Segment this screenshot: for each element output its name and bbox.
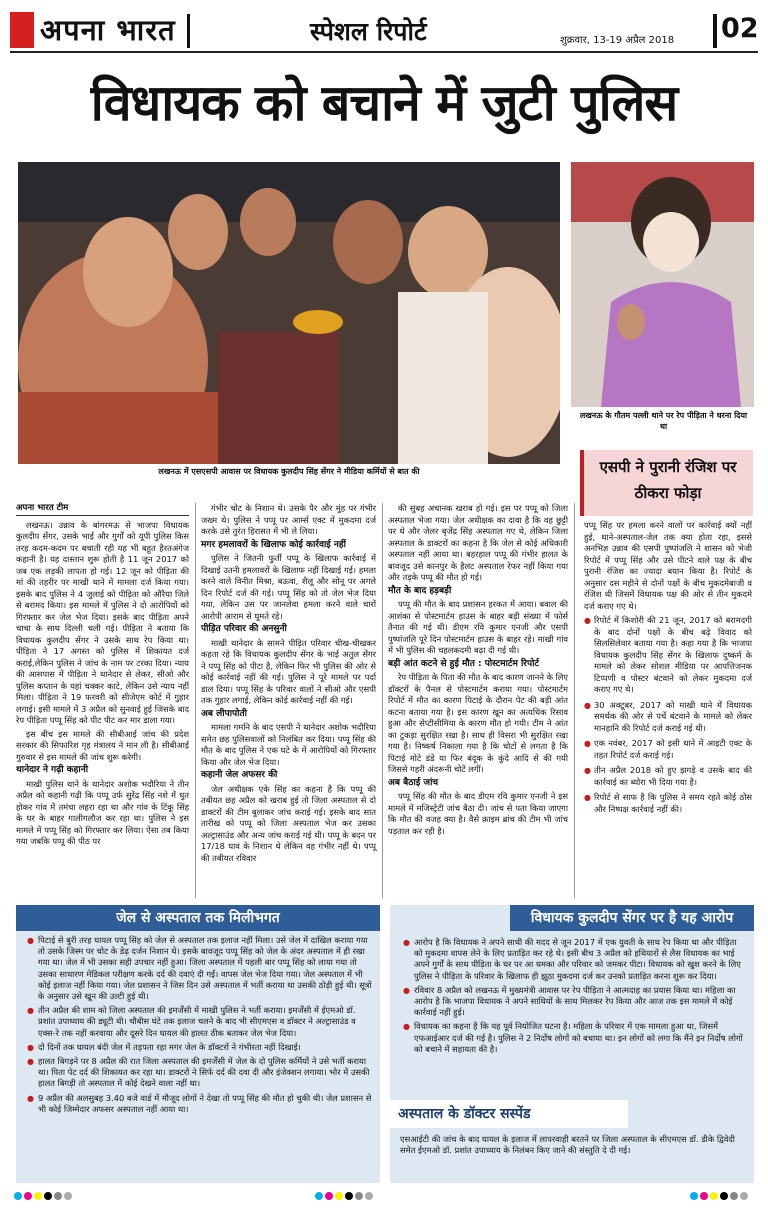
side-intro: पप्पू सिंह पर हमला करने वालों पर कार्रवाई क्यों नहीं हुई, थाने-अस्पताल-जेल तक क्या होता रहा, इससे अनभिज्ञ उन्नाव की एसपी पुष्पांजलि ने शासन को भेजी रिपोर्ट में पप्पू सिंह और उसे पीटने वाले पक्ष के बीच पुरानी रंजिश का ज्यादा बयान किया है। रिपोर्ट के अनुसार दस महीने से दोनों पक्षों के बीच मुकदमेबाजी व रंजिश थी जिसमें विधायक पक्ष की ओर से तीन मुकदमे दर्ज कराए गए थे।	[584, 520, 752, 611]
column-divider	[574, 503, 575, 898]
side-photo-caption: लखनऊ के गौतम पल्ली थाने पर रेप पीड़िता ने धरना दिया था	[579, 411, 748, 431]
side-list-item: ● रिपोर्ट से साफ है कि पुलिस ने समय रहते कोई ठोस और निष्पक्ष कार्रवाई नहीं की।	[594, 792, 752, 815]
list-item: ● दो दिनों तक घायल बंदी जेल में तड़पता रहा मगर जेल के डॉक्टरों ने गंभीरता नहीं दिखाई।	[38, 1042, 372, 1053]
side-heading: एसपी ने पुरानी रंजिश पर ठीकरा फोड़ा	[599, 458, 737, 502]
side-panel-text	[584, 520, 752, 819]
paragraph: गंभीर चोट के निशान थे। उसके पैर और मुंह पर गंभीर जख्म थे। पुलिस ने पप्पू पर आर्म्स एक्ट में मुकदमा दर्ज करके उसे तुरंत हिरासत में भी ले लिया।	[201, 503, 376, 536]
doctor-suspend-heading: अस्पताल के डॉक्टर सस्पेंड	[390, 1100, 628, 1128]
header-rule	[10, 51, 758, 53]
article-column-3	[388, 503, 568, 839]
brand-name: अपना भारत	[40, 13, 176, 47]
registration-marks-center	[315, 1192, 373, 1200]
list-item: ● तीन अप्रैल की शाम को जिला अस्पताल की इमर्जेंसी में माखी पुलिस ने भर्ती कराया। इमर्जेंसी में ईएमओ डॉ. प्रशांत उपाध्याय की ड्यूटी थी। चौबीस घंटे तक इलाज चलने के बाद भी सीएमएस व डॉक्टर ने अल्ट्रासाउंड व एक्स-रे तक नहीं करवाया और दूसरे दिन घायल की हालत ठीक बताकर जेल भेज दिया।	[38, 1005, 372, 1039]
registration-marks-left	[14, 1192, 72, 1200]
subheading: थानेदार ने गढ़ी कहानी	[16, 765, 89, 775]
subheading: मौत के बाद हड़बड़ी	[388, 585, 452, 596]
subheading: कहानी जेल अफसर की	[201, 770, 278, 780]
side-photo	[571, 162, 754, 407]
side-list-item: ● तीन अप्रैल 2018 को हुए झगड़े व उसके बाद की कार्रवाई का ब्योरा भी दिया गया है।	[594, 765, 752, 788]
mla-box-heading: विधायक कुलदीप सेंगर पर है यह आरोप	[510, 905, 754, 931]
list-item: ● पिटाई से बुरी तरह घायल पप्पू सिंह को जेल से अस्पताल तक इलाज नहीं मिला। उसे जेल में दाखिल कराया गया तो उसके जिस्म पर चोट के डेढ़ दर्जन निशान थे। इसके बावजूद पप्पू सिंह को जेल के अंदर अस्पताल में ही रखा गया था। जेल में भी उसका सही उपचार नहीं हुआ। जिला अस्पताल में पहली बार पप्पू सिंह को लाया गया तो उसका साधारण मेडिकल परीक्षण करके दर्द की दवाएं दी गईं। वापस जेल भेज दिया गया। जेल अस्पताल में भी कोई इलाज नहीं किया गया। जेल प्रशासन ने जिस दिन उसे अस्पताल में भर्ती कराया था उसकी ठोड़ी हुई थी। सूत्रों के अनुसार उसे खून की उल्टी हुई थी।	[38, 935, 372, 1002]
paragraph: पुलिस ने जितनी फुर्ती पप्पू के खिलाफ कार्रवाई में दिखाई उतनी हमलावरों के खिलाफ नहीं दिखाई गई। हमला करने वाले विनीत मिश्रा, बऊवा, शैलू और सोनू पर अगले दिन रिपोर्ट दर्ज की गई। पप्पू सिंह को तो जेल भेज दिया गया, लेकिन उस पर जानलेवा हमला करने वाले चारों आरोपी आराम से घूमते रहे।	[201, 553, 376, 621]
subheading: अब बैठाई जांच	[388, 777, 439, 788]
page-number-bar	[713, 14, 717, 48]
paragraph: माखी थानेदार के सामने पीड़ित परिवार चीख-चीखकर कहता रहे कि विधायक कुलदीप सेंगर के भाई अतुल सेंगर ने पप्पू सिंह को पीटा है, लेकिन फिर भी पुलिस की ओर से कोई कार्रवाई नहीं की गई। पुलिस ने पूरे मामले पर पर्दा डाल दिया। पप्पू सिंह के परिवार वालों ने सीओ और एसपी तक गुहार लगाई, लेकिन कोई कार्रवाई नहीं की गई।	[201, 637, 376, 705]
subheading: अब लीपापोती	[201, 708, 247, 719]
mla-box-list	[402, 937, 746, 1058]
side-list-item: ● रिपोर्ट में किशोरी की 21 जून, 2017 को बरामदगी के बाद दोनों पक्षों के बीच बढ़े विवाद को सिलसिलेवार बताया गया है। कहा गया है कि भाजपा विधायक कुलदीप सिंह सेंगर के खिलाफ दुष्कर्म के मामले को लेकर सोशल मीडिया पर आपत्तिजनक टिप्पणी व पोस्टर बंटवाने को लेकर मुकदमा दर्ज कराए गए थे।	[594, 615, 752, 696]
article-column-2	[201, 503, 376, 866]
list-item: ● 9 अप्रैल की अलसुबह 3.40 बजे वार्ड में मौजूद लोगों ने देखा तो पप्पू सिंह की मौत हो चुकी थी। जेल प्रशासन से भी कोई जिम्मेदार अफसर अस्पताल नहीं आया था।	[38, 1093, 372, 1115]
jail-box-list	[26, 935, 372, 1118]
crowd-photo-illustration	[18, 162, 560, 464]
list-item: ● हालत बिगड़ने पर 8 अप्रैल की रात जिला अस्पताल की इमर्जेंसी में जेल के दो पुलिस कर्मियों ने उसे भर्ती कराया था। पिता पेट दर्द की शिकायत कर रहा था। डाक्टरों ने सिर्फ दर्द की दवा दी और इंजेक्शन लगाया। भोर में उसकी हालत बिगड़ी तो अस्पताल में कोई देखने वाला नहीं था।	[38, 1056, 372, 1090]
subheading: मगर हमलावरों के खिलाफ कोई कार्रवाई नहीं	[201, 539, 346, 550]
paragraph: जेल अधीक्षक एके सिंह का कहना है कि पप्पू की तबीयत छह अप्रैल को खराब हुई तो जिला अस्पताल से दो डाक्टरों की टीम बुलाकर जांच कराई गई। इसके बाद सात तारीख को पप्पू को जिला अस्पताल भेज कर उसका अल्ट्रासाउंड और अन्य जांच कराई गई थी। पप्पू के बदन पर 17/18 घाव के निशान थे लेकिन वह गंभीर नहीं थे। पप्पू की तबीयत रविवार	[201, 783, 376, 863]
side-list-item: ● एक नवंबर, 2017 को इसी थाने में आइटी एक्ट के तहत रिपोर्ट दर्ज कराई गई।	[594, 738, 752, 761]
list-item: ● विधायक का कहना है कि यह पूर्व नियोजित घटना है। महिला के परिवार में एक मामला हुआ था, जिसमें एफआईआर दर्ज की गई है। पुलिस ने 2 निर्दोष लोगों को बचाया था। इन लोगों को लगा कि मैंने इन निर्दोष लोगों को बचाने में सहायता की है।	[414, 1021, 746, 1055]
column-divider	[195, 503, 196, 898]
paragraph: मामला गमनि के बाद एसपी ने थानेदार अशोक भदौरिया समेत छह पुलिसवालों को निलंबित कर दिया। पप्पू सिंह की मौत के बाद पुलिस ने एक घटे के में आरोपियों को गिरफ्तार किया और जेल भेज दिया।	[201, 722, 376, 767]
subheading: पीड़ित परिवार की अनसुनी	[201, 624, 287, 634]
header-divider	[187, 14, 190, 48]
page-headline: विधायक को बचाने में जुटी पुलिस	[90, 74, 678, 132]
page-number: 02	[721, 13, 759, 44]
list-item: ● रविवार 8 अप्रैल को लखनऊ में मुख्यमंत्री आवास पर रेप पीड़िता ने आत्मदाह का प्रयास किया था। महिला का आरोप है कि भाजपा विधायक ने अपने साथियों के साथ मिलकर रेप किया और आज तक इस मामले में कोई कार्रवाई नहीं हुई।	[414, 985, 746, 1019]
article-column-1	[16, 503, 189, 850]
side-list	[584, 615, 752, 815]
byline: अपना भारत टीम	[16, 503, 189, 516]
paragraph: पप्पू सिंह की मौत के बाद डीएम रवि कुमार एनजी ने इस मामले में मजिस्ट्रेटी जांच बैठा दी। जांच से पता किया जाएगा कि मौत की वजह क्या है। वैसे क्राइम ब्रांच की टीम भी जांच पड़ताल कर रही है।	[388, 791, 568, 836]
veiled-woman-photo-illustration	[571, 162, 754, 407]
paragraph: लखनऊ। उन्नाव के बांगरमऊ से भाजपा विधायक कुलदीप सेंगर, उसके भाई और गुर्गों को यूपी पुलिस किस तरह कदम-कदम पर बचाती रही यह भी बहुत हैरतअंगेज कहानी है। यह दास्तान शुरू होती है 11 जून 2017 को जब एक लड़की लापता हो गई। 12 जून को पीड़िता की मां की तहरीर पर माखी थाने में मामला दर्ज किया गया। इसके बाद पुलिस ने 4 जुलाई को पीड़िता को औरैया जिले से बरामद किया। इस मामले में पुलिस ने दो आरोपियों को गिरफ्तार कर जेल भेज दिया। इसके बाद पीड़िता अपने चाचा के साथ दिल्ली चली गई। पीड़िता ने बताया कि विधायक कुलदीप सेंगर ने उसके साथ रेप किया था। पीड़िता ने 17 अगस्त को पुलिस में शिकायत दर्ज कराई,लेकिन पुलिस ने जांच के नाम पर टरका दिया। न्याय की आसपास में पीड़िता ने थानेदार से लेकर, सीओ और पुलिस कप्तान के यहां चक्कर काटे, लेकिन उसे न्याय नहीं मिला। पीड़िता ने 19 फरवरी को सीजेएम कोर्ट में गुहार लगाई। इसी मामले में 3 अप्रैल को सुनवाई हुई जिसके बाद रेप पीड़िता पप्पू सिंह को पीट पीट कर मार डाला गया।	[16, 519, 189, 725]
side-list-item: ● 30 अक्टूबर, 2017 को माखी थाने में विधायक समर्थक की ओर से पर्चे बंटवाने के मामले को लेकर मानहानि की रिपोर्ट दर्ज कराई गई थी।	[594, 700, 752, 735]
side-heading-bar	[580, 450, 584, 516]
paragraph: पप्पू की मौत के बाद प्रशासन हरकत में आया। बवाल की आशंका से पोस्टमार्टम हाउस के बाहर बड़ी संख्या में फोर्स तैनात की गई थी। डीएम रवि कुमार एनजी और एसपी पुष्पांजलि पूरे दिन पोस्टमार्टम हाउस के बाहर रहे। माखी गांव में भी पुलिस की चहलकदमी बढ़ा दी गई थी।	[388, 599, 568, 655]
jail-box-heading: जेल से अस्पताल तक मिलीभगत	[16, 905, 380, 931]
subheading: बड़ी आंत कटने से हुई मौत : पोस्टमार्टम रिपोर्ट	[388, 658, 539, 669]
main-photo	[18, 162, 560, 464]
brand-red-block	[10, 12, 34, 48]
main-photo-caption: लखनऊ में एसएसपी आवास पर विधायक कुलदीप सिंह सेंगर ने मीडिया कर्मियों से बात की	[158, 467, 420, 476]
paragraph: माखी पुलिस थाने के थानेदार अशोक भदौरिया ने तीन अप्रैल को कहानी गढ़ी कि पप्पू उर्फ सुरेंद्र सिंह नशे में धुत होकर गांव में तमंचा लहरा रहा था और गांव के टिंकू सिंह के घर के बाहर गालीगलौज कर रहा था। पुलिस ने इस मामले में पप्पू सिंह को गिरफ्तार कर लिया। ऐसा तब किया गया जबकि पप्पू की पीठ पर	[16, 778, 189, 846]
section-title: स्पेशल रिपोर्ट	[310, 17, 427, 46]
doctor-suspend-text: एसआईटी की जांच के बाद घायल के इलाज में लापरवाही बरतने पर जिला अस्पताल के सीएमएस डॉ. डीके द्विवेदी समेत ईएमओ डॉ. प्रशांत उपाध्याय के निलंबन किए जाने की संस्तुति दे दी गई।	[400, 1134, 735, 1156]
paragraph: की सुबह अचानक खराब हो गई। इस पर पप्पू को जिला अस्पताल भेजा गया। जेल अधीक्षक का दावा है कि वह छुट्टी पर थे और जेलर बृजेंद्र सिंह अस्पताल गए थे, लेकिन जिला अस्पताल के डाक्टरों का कहना है कि जेल से कोई अधिकारी अस्पताल नहीं आया था। बहरहाल पप्पू की गंभीर हालत के बावजूद उसे कानपुर के हैलट अस्पताल रेफर नहीं किया गया और तड़के पप्पू की मौत हो गई।	[388, 503, 568, 582]
paragraph: रेप पीड़िता के पिता की मौत के बाद कारण जानने के लिए डॉक्टरों के पैनल से पोस्टमार्टम कराया गया। पोस्टमार्टम रिपोर्ट में मौत का कारण पिटाई के दौरान पेट की बड़ी आंत कटना बताया गया है। इस कारण खून का अत्यधिक रिसाव हुआ और सेप्टीसीमिया के कारण मौत हो गयी। टीम ने आंत का टुकड़ा सुरक्षित रखा है। साथ ही विसरा भी सुरक्षित रखा गया है। निष्कर्ष निकाला गया है कि चोटों से लगता है कि पिटाई मोटे डंडे या फिर बंदूक के कुंदे आदि से की गयी जिससे गहरी अंदरूनी चोटें लगीं।	[388, 672, 568, 774]
list-item: ● आरोप है कि विधायक ने अपने साथी की मदद से जून 2017 में एक युवती के साथ रेप किया था और पीड़िता को मुकदमा वापस लेने के लिए प्रताड़ित कर रहे थे। इसी बीच 3 अप्रैल को हथियारों से लैस विधायक का भाई अपने गुर्गों के साथ पीड़िता के घर पर आ धमका और परिवार को जमकर पीटा। विधायक को खुश करने के लिए पुलिस ने पीड़िता के परिवार के खिलाफ ही झूठा मुकदमा दर्ज कर उनको प्रताड़ित करना शुरू कर दिया।	[414, 937, 746, 982]
paragraph: इस बीच इस मामले की सीबीआई जांच की प्रदेश सरकार की सिफारिश गृह मंत्रालय ने मान ली है। सीबीआई गुरुवार से इस मामले की जांच शुरू करेगी।	[16, 728, 189, 762]
issue-date: शुक्रवार, 13-19 अप्रैल 2018	[560, 35, 675, 46]
registration-marks-right	[690, 1192, 748, 1200]
column-divider	[382, 503, 383, 898]
